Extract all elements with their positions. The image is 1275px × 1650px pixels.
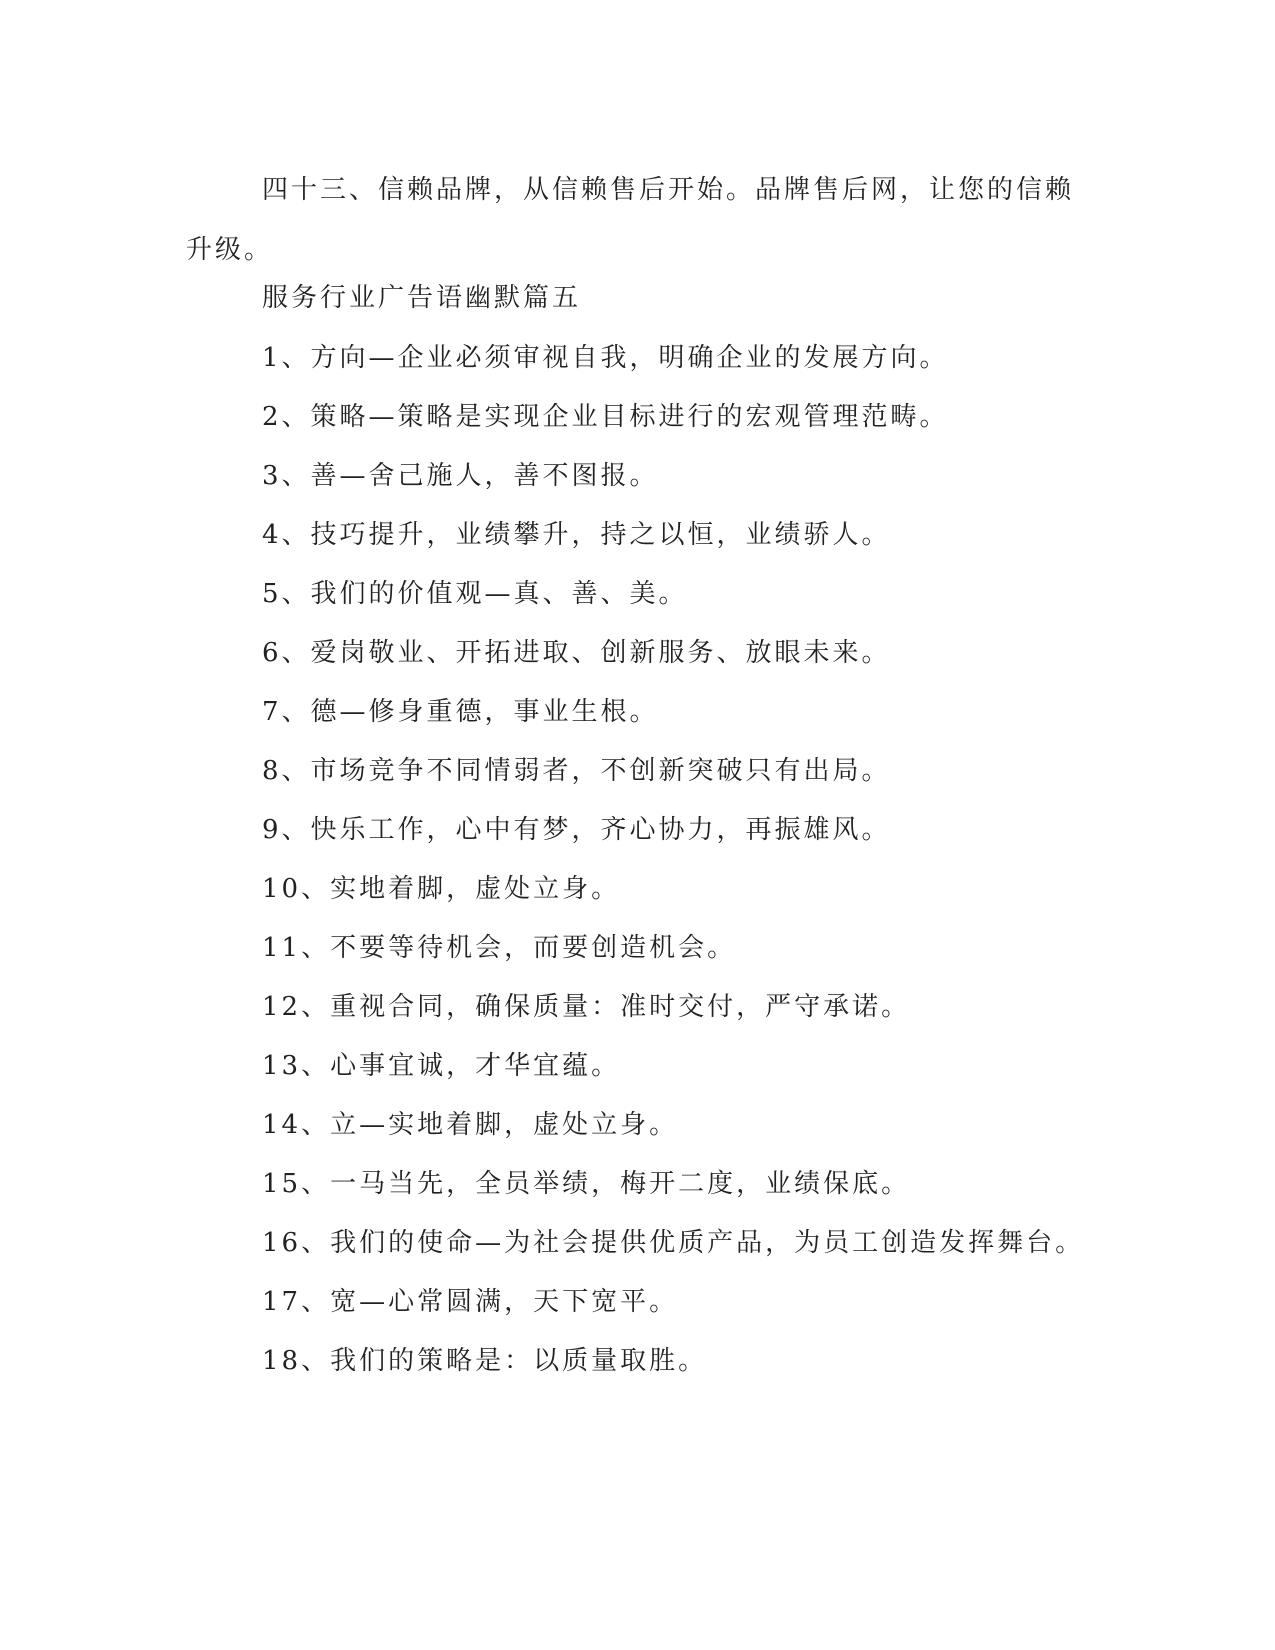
list-item: 15、一马当先，全员举绩，梅开二度，业绩保底。 (262, 1169, 911, 1199)
intro-paragraph: 四十三、信赖品牌，从信赖售后开始。品牌售后网，让您的信赖升级。 (186, 175, 1075, 265)
list-item: 9、快乐工作，心中有梦，齐心协力，再振雄风。 (262, 815, 891, 845)
list-item: 4、技巧提升，业绩攀升，持之以恒，业绩骄人。 (262, 520, 891, 550)
list-item: 12、重视合同，确保质量：准时交付，严守承诺。 (262, 992, 911, 1022)
list-item: 18、我们的策略是：以质量取胜。 (262, 1346, 708, 1376)
list-item: 17、宽—心常圆满，天下宽平。 (262, 1287, 679, 1317)
list-item: 16、我们的使命—为社会提供优质产品，为员工创造发挥舞台。 (262, 1228, 1085, 1258)
section-title: 服务行业广告语幽默篇五 (262, 283, 582, 313)
list-item: 8、市场竞争不同情弱者，不创新突破只有出局。 (262, 756, 891, 786)
list-item: 13、心事宜诚，才华宜蕴。 (262, 1051, 621, 1081)
list-item: 6、爱岗敬业、开拓进取、创新服务、放眼未来。 (262, 638, 891, 668)
list-item: 5、我们的价值观—真、善、美。 (262, 579, 688, 609)
list-item: 10、实地着脚，虚处立身。 (262, 874, 621, 904)
list-item: 14、立—实地着脚，虚处立身。 (262, 1110, 679, 1140)
list-item: 11、不要等待机会，而要创造机会。 (262, 933, 737, 963)
list-item: 1、方向—企业必须审视自我，明确企业的发展方向。 (262, 343, 949, 373)
list-item: 7、德—修身重德，事业生根。 (262, 697, 659, 727)
list-item: 3、善—舍己施人，善不图报。 (262, 461, 659, 491)
list-item: 2、策略—策略是实现企业目标进行的宏观管理范畴。 (262, 402, 949, 432)
